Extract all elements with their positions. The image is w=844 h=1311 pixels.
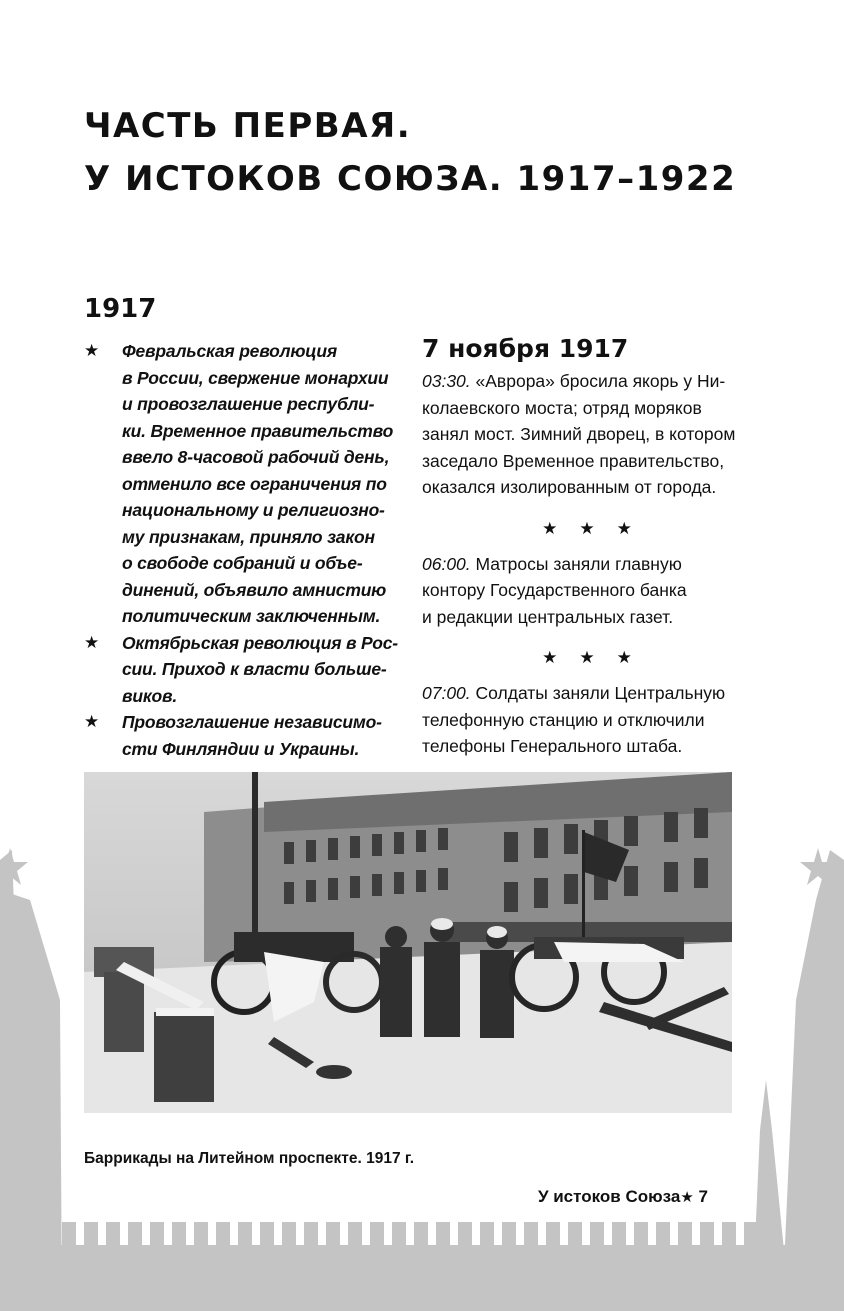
chapter-title xyxy=(84,100,736,206)
event-text: Февральская революция в России, свержение монархии и провозглашение республи- ки. Временное правительство ввело 8-часовой рабочий день, отменило все ограничения по национальному и религиозно- му признакам, приняло закон о свободе собраний и объе- динений, объявило амнистию политическим заключенным. xyxy=(122,341,394,626)
chronicle-date-heading: 7 ноября 1917 xyxy=(422,334,629,363)
star-icon: ★ xyxy=(84,341,100,360)
event-item xyxy=(84,709,394,762)
chronicle-entry: 07:00. Солдаты заняли Центральную телефонную станцию и отключили телефоны Генерального штаба. xyxy=(422,683,726,756)
photo-caption: Баррикады на Литейном проспекте. 1917 г. xyxy=(84,1150,415,1167)
star-icon: ★ xyxy=(84,632,100,652)
entry-time: 07:00. xyxy=(422,683,471,703)
entry-time: 03:30. xyxy=(422,371,471,391)
photo-illustration xyxy=(84,772,732,1113)
chronicle-entry: 06:00. Матросы заняли главную контору Государственного банка и редакции центральных газет. xyxy=(422,553,687,627)
star-icon: ★ xyxy=(84,712,100,731)
star-icon: ★ xyxy=(680,1189,694,1206)
chapter-title-line-1: ЧАСТЬ ПЕРВАЯ. xyxy=(84,106,412,146)
year-heading: 1917 xyxy=(84,294,157,324)
star-icon: ★ xyxy=(542,518,580,538)
barricades-photo xyxy=(84,772,732,1113)
left-tower-star-icon xyxy=(0,848,28,885)
star-divider xyxy=(422,636,752,680)
entry-time: 06:00. xyxy=(422,553,471,574)
event-text: Октябрьская революция в Рос- сии. Приход к власти больше- виков. xyxy=(122,632,398,706)
events-list xyxy=(84,338,398,762)
star-icon: ★ xyxy=(616,648,654,667)
star-icon: ★ xyxy=(542,648,580,667)
footer-section-title: У истоков Союза xyxy=(537,1187,681,1206)
event-item xyxy=(84,630,398,710)
chronicle-entry: 03:30. «Аврора» бросила якорь у Ни- колаевского моста; отряд моряков занял мост. Зимний дворец, в котором заседало Временное правительство, оказался изолированным от города. xyxy=(422,371,736,497)
event-text: Провозглашение независимо- сти Финляндии и Украины. xyxy=(122,712,382,759)
star-divider xyxy=(422,507,752,551)
event-item xyxy=(84,338,394,630)
page-number: 7 xyxy=(698,1187,708,1206)
chapter-title-line-2: У ИСТОКОВ СОЮЗА. 1917–1922 xyxy=(84,159,737,199)
chronicle-column xyxy=(422,332,752,760)
star-icon: ★ xyxy=(616,518,654,538)
star-icon: ★ xyxy=(579,648,617,667)
running-footer xyxy=(538,1187,708,1207)
star-icon: ★ xyxy=(579,518,617,538)
